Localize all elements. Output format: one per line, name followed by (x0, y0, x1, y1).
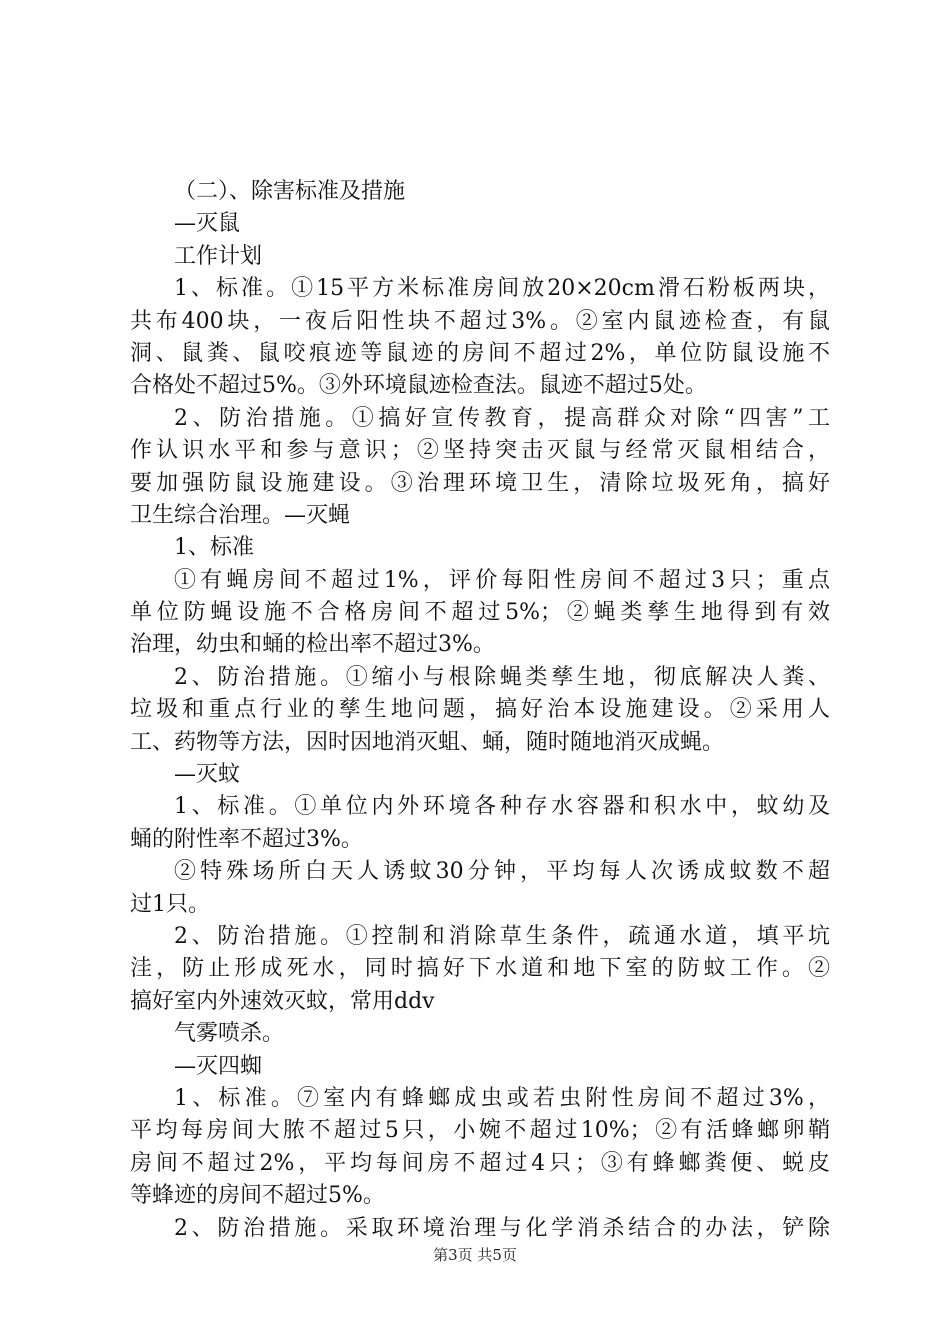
text-line: 过1只。 (130, 891, 210, 917)
text-line: 工、药物等方法，因时因地消灭蛆、蛹，随时随地消灭成蝇。 (130, 729, 725, 755)
text-line: 垃圾和重点行业的孳生地问题，搞好治本设施建设。②采用人 (130, 697, 830, 723)
subheading-mosquito: —灭蚊 (174, 762, 241, 788)
text-line: 气雾喷杀。 (174, 1021, 285, 1047)
text-line: ①有蝇房间不超过1%，评价每阳性房间不超过3只；重点 (174, 567, 830, 593)
text-line: 1、标准 (174, 535, 254, 561)
subheading-rat: —灭鼠 (174, 211, 241, 237)
text-line: 治理，幼虫和蛹的检出率不超过3%。 (130, 632, 495, 658)
text-line: 卫生综合治理。—灭蝇 (130, 502, 351, 528)
text-line: 蛹的附性率不超过3%。 (130, 826, 363, 852)
subheading-cockroach: —灭四蜘 (174, 1053, 263, 1079)
text-line: 2、防治措施。①缩小与根除蝇类孳生地，彻底解决人粪、 (174, 664, 830, 690)
text-line: 作认识水平和参与意识；②坚持突击灭鼠与经常灭鼠相结合， (130, 438, 830, 464)
text-line: 共布400块，一夜后阳性块不超过3%。②室内鼠迹检查，有鼠 (130, 308, 830, 334)
document-body (130, 176, 830, 1245)
text-line: 洼，防止形成死水，同时搞好下水道和地下室的防蚊工作。② (130, 956, 830, 982)
text-line: 1、标准。①单位内外环境各种存水容器和积水中，蚊幼及 (174, 794, 830, 820)
text-line: 1、标准。⑦室内有蜂螂成虫或若虫附性房间不超过3%， (174, 1085, 830, 1111)
text-line: 合格处不超过5%。③外环境鼠迹检查法。鼠迹不超过5处。 (130, 373, 707, 399)
text-line: 搞好室内外速效灭蚊，常用ddv (130, 988, 435, 1014)
text-line: 工作计划 (174, 243, 263, 269)
text-line: 洞、鼠粪、鼠咬痕迹等鼠迹的房间不超过2%，单位防鼠设施不 (130, 340, 830, 366)
text-line: 2、防治措施。①搞好宣传教育，提高群众对除“四害”工 (174, 405, 830, 431)
page-number-footer: 第3页 共5页 (433, 1246, 517, 1264)
text-line: 要加强防鼠设施建设。③治理环境卫生，清除垃圾死角，搞好 (130, 470, 830, 496)
text-line: 1、标准。①15平方米标准房间放20×20cm滑石粉板两块， (174, 276, 830, 302)
text-line: 平均每房间大脓不超过5只，小婉不超过10%；②有活蜂螂卵鞘 (130, 1118, 830, 1144)
text-line: 2、防治措施。采取环境治理与化学消杀结合的办法，铲除 (174, 1215, 830, 1241)
text-line: 单位防蝇设施不合格房间不超过5%；②蝇类孳生地得到有效 (130, 600, 830, 626)
text-line: ②特殊场所白天人诱蚊30分钟，平均每人次诱成蚊数不超 (174, 859, 830, 885)
section-heading: （二）、除害标准及措施 (174, 179, 406, 204)
text-line: 等蜂迹的房间不超过5%。 (130, 1183, 385, 1209)
text-line: 房间不超过2%，平均每间房不超过4只；③有蜂螂粪便、蜕皮 (130, 1150, 830, 1176)
text-line: 2、防治措施。①控制和消除草生条件，疏通水道，填平坑 (174, 923, 830, 949)
